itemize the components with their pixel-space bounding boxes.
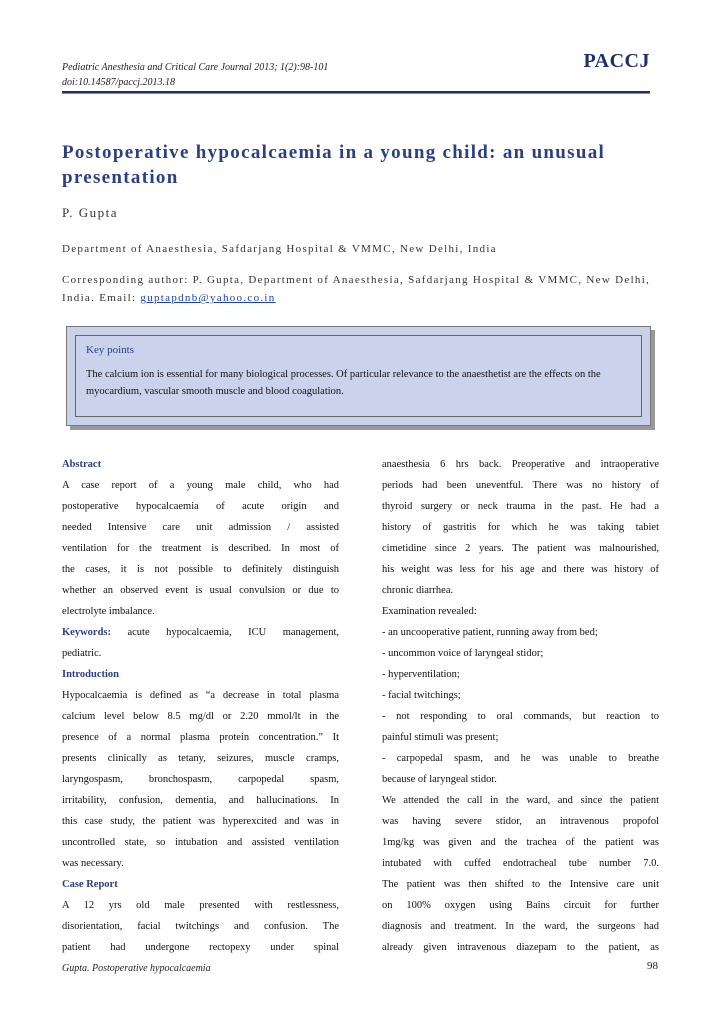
case-line: his weight was less for his age and there was history of xyxy=(382,564,659,575)
page-number: 98 xyxy=(647,960,658,972)
case-line: anaesthesia 6 hrs back. Preoperative and intraoperative xyxy=(382,459,659,470)
header-divider xyxy=(62,91,650,94)
keywords-line xyxy=(62,622,339,643)
abstract-line: whether an observed event is usual convulsion or due to xyxy=(62,585,339,596)
case-line: chronic diarrhea. xyxy=(382,585,454,596)
case-line: diagnosis and treatment. In the ward, the surgeons had xyxy=(382,921,659,932)
keywords-label: Keywords: xyxy=(62,627,111,638)
affiliation: Department of Anaesthesia, Safdarjang Hospital & VMMC, New Delhi, India xyxy=(62,243,497,255)
intro-line: irritability, confusion, dementia, and hallucinations. In xyxy=(62,795,339,806)
finding-item: - carpopedal spasm, and he was unable to breathe xyxy=(382,753,659,764)
intro-line: this case study, the patient was hyperexcited and was in xyxy=(62,816,339,827)
keywords-line: pediatric. xyxy=(62,648,102,659)
key-points-text: The calcium ion is essential for many biological processes. Of particular relevance to the anaesthetist are the effects on the myocardium, vascular smooth muscle and blood coagulation. xyxy=(86,369,601,397)
finding-item: - facial twitchings; xyxy=(382,690,461,701)
intro-line: presence of a normal plasma protein concentration.” It xyxy=(62,732,339,743)
case-line: intubated with cuffed endotracheal tube number 7.0. xyxy=(382,858,659,869)
keywords-text: acute hypocalcaemia, ICU management, xyxy=(111,627,339,638)
case-line: history of gastritis for which he was taking tabiet xyxy=(382,522,659,533)
case-line: 1mg/kg was given and the trachea of the patient was xyxy=(382,837,659,848)
case-line: A 12 yrs old male presented with restlessness, xyxy=(62,900,339,911)
case-line: already given intravenous diazepam to the patient, as xyxy=(382,942,659,953)
left-column xyxy=(62,454,339,958)
doi: doi:10.14587/paccj.2013.18 xyxy=(62,77,176,88)
abstract-line: the cases, it is not possible to definitely distinguish xyxy=(62,564,339,575)
case-line: periods had been uneventful. There was no history of xyxy=(382,480,659,491)
key-points-title: Key points xyxy=(86,344,134,356)
intro-line: Hypocalcaemia is defined as “a decrease in total plasma xyxy=(62,690,339,701)
abstract-heading: Abstract xyxy=(62,459,102,470)
journal-citation: Pediatric Anesthesia and Critical Care Journal 2013; 1(2):98-101 xyxy=(62,62,329,73)
journal-logo: PACCJ xyxy=(583,50,650,72)
finding-item: - not responding to oral commands, but reaction to xyxy=(382,711,659,722)
abstract-line: needed Intensive care unit admission / assisted xyxy=(62,522,339,533)
intro-line: uncontrolled state, so intubation and assisted ventilation xyxy=(62,837,339,848)
key-points-box xyxy=(66,326,651,426)
case-line: thyroid surgery or neck trauma in the past. He had a xyxy=(382,501,659,512)
finding-item: - hyperventilation; xyxy=(382,669,460,680)
case-line: on 100% oxygen using Bains circuit for further xyxy=(382,900,659,911)
examination-label: Examination revealed: xyxy=(382,606,477,617)
corresponding-text: Corresponding author: P. Gupta, Department of Anaesthesia, Safdarjang Hospital & VMMC, New Delhi, India. Email: xyxy=(62,274,651,304)
case-line: was having severe stidor, an intravenous propofol xyxy=(382,816,659,827)
case-line: disorientation, facial twitchings and confusion. The xyxy=(62,921,339,932)
intro-line: was necessary. xyxy=(62,858,124,869)
email-link[interactable]: guptapdnb@yahoo.co.in xyxy=(140,292,276,304)
abstract-line: A case report of a young male child, who had xyxy=(62,480,339,491)
corresponding-author xyxy=(62,271,652,307)
finding-item-cont: because of laryngeal stidor. xyxy=(382,774,497,785)
case-line: The patient was then shifted to the Intensive care unit xyxy=(382,879,659,890)
key-points-inner xyxy=(75,335,642,417)
abstract-line: postoperative hypocalcaemia of acute origin and xyxy=(62,501,339,512)
finding-item: - uncommon voice of laryngeal stidor; xyxy=(382,648,544,659)
finding-item: - an uncooperative patient, running away from bed; xyxy=(382,627,598,638)
running-title: Gupta. Postoperative hypocalcaemia xyxy=(62,963,211,974)
case-line: We attended the call in the ward, and since the patient xyxy=(382,795,659,806)
abstract-line: electrolyte imbalance. xyxy=(62,606,155,617)
right-column xyxy=(382,454,659,958)
case-line: patient had undergone rectopexy under spinal xyxy=(62,942,339,953)
case-line: cimetidine since 2 years. The patient was malnourished, xyxy=(382,543,659,554)
introduction-heading: Introduction xyxy=(62,669,119,680)
abstract-line: ventilation for the treatment is described. In most of xyxy=(62,543,339,554)
authors: P. Gupta xyxy=(62,205,119,220)
intro-line: calcium level below 8.5 mg/dl or 2.20 mmol/lt in the xyxy=(62,711,339,722)
finding-item-cont: painful stimuli was present; xyxy=(382,732,499,743)
case-report-heading: Case Report xyxy=(62,879,118,890)
intro-line: laryngospasm, bronchospasm, carpopedal spasm, xyxy=(62,774,339,785)
article-title: Postoperative hypocalcaemia in a young child: an unusual presentation xyxy=(62,142,606,188)
intro-line: presents clinically as tetany, seizures, muscle cramps, xyxy=(62,753,339,764)
